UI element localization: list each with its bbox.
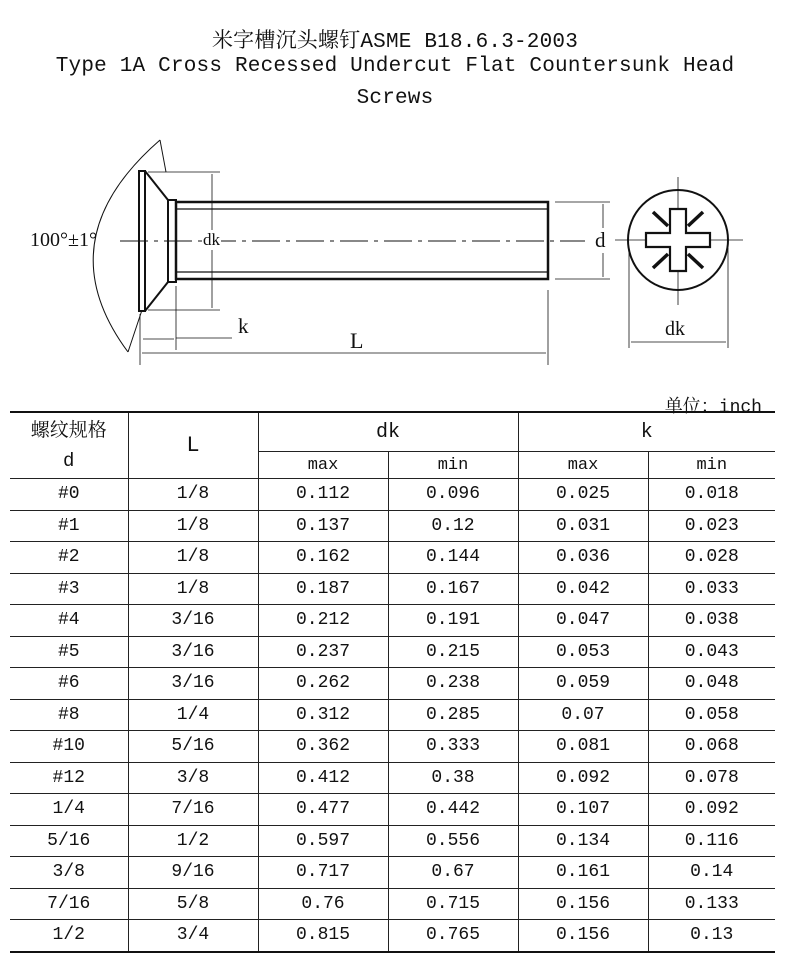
cell-k-max: 0.031: [518, 510, 648, 542]
cell-dk-min: 0.38: [388, 762, 518, 794]
table-row: [10, 605, 775, 637]
table-row: [10, 479, 775, 511]
table-row: [10, 573, 775, 605]
cell-L: 1/8: [128, 510, 258, 542]
cell-k-min: 0.058: [648, 699, 775, 731]
cell-dk-min: 0.67: [388, 857, 518, 889]
cell-k-min: 0.048: [648, 668, 775, 700]
cell-k-min: 0.018: [648, 479, 775, 511]
cell-L: 3/16: [128, 636, 258, 668]
cell-k-max: 0.053: [518, 636, 648, 668]
header-k-min: min: [648, 452, 775, 479]
cell-dk-max: 0.162: [258, 542, 388, 574]
table-row: [10, 825, 775, 857]
k-label: k: [238, 314, 249, 338]
table-row: [10, 636, 775, 668]
cell-k-min: 0.092: [648, 794, 775, 826]
cell-dk-max: 0.262: [258, 668, 388, 700]
cell-dk-min: 0.167: [388, 573, 518, 605]
cell-d: #0: [10, 479, 128, 511]
cell-d: #12: [10, 762, 128, 794]
cell-dk-max: 0.112: [258, 479, 388, 511]
cell-L: 5/8: [128, 888, 258, 920]
cell-dk-max: 0.412: [258, 762, 388, 794]
title-chinese: 米字槽沉头螺钉ASME B18.6.3-2003: [211, 31, 579, 54]
table-row: [10, 794, 775, 826]
L-label: L: [350, 328, 364, 353]
header-k: k: [518, 412, 775, 452]
cell-dk-min: 0.285: [388, 699, 518, 731]
cell-L: 1/2: [128, 825, 258, 857]
screw-technical-drawing: [0, 120, 790, 382]
cell-dk-min: 0.215: [388, 636, 518, 668]
cell-k-min: 0.078: [648, 762, 775, 794]
cell-L: 3/8: [128, 762, 258, 794]
title-english-cont: Screws: [356, 87, 434, 110]
cell-dk-max: 0.362: [258, 731, 388, 763]
cell-k-min: 0.068: [648, 731, 775, 763]
cell-d: #1: [10, 510, 128, 542]
unit-label: 单位：inch: [664, 398, 762, 418]
cell-k-max: 0.025: [518, 479, 648, 511]
header-dk-max: max: [258, 452, 388, 479]
table-row: [10, 857, 775, 889]
table-row: [10, 731, 775, 763]
cell-dk-min: 0.333: [388, 731, 518, 763]
d-label: d: [595, 228, 606, 252]
cell-dk-max: 0.137: [258, 510, 388, 542]
table-row: [10, 920, 775, 952]
header-thread-size-d: d: [63, 449, 75, 472]
header-dk: dk: [258, 412, 518, 452]
cell-L: 3/16: [128, 668, 258, 700]
cell-k-max: 0.042: [518, 573, 648, 605]
cell-dk-max: 0.717: [258, 857, 388, 889]
cell-k-min: 0.033: [648, 573, 775, 605]
cell-L: 5/16: [128, 731, 258, 763]
cell-L: 1/8: [128, 573, 258, 605]
cell-d: #10: [10, 731, 128, 763]
cell-d: 1/4: [10, 794, 128, 826]
cell-k-min: 0.043: [648, 636, 775, 668]
cell-k-min: 0.116: [648, 825, 775, 857]
header-thread-size: [10, 412, 128, 479]
dk-label: dk: [203, 230, 220, 249]
header-thread-size-cn: 螺纹规格: [30, 419, 107, 442]
cell-dk-min: 0.096: [388, 479, 518, 511]
dimension-table: [10, 411, 775, 953]
cell-L: 9/16: [128, 857, 258, 889]
cell-k-max: 0.036: [518, 542, 648, 574]
cell-d: 3/8: [10, 857, 128, 889]
cell-k-min: 0.133: [648, 888, 775, 920]
cell-k-max: 0.081: [518, 731, 648, 763]
cell-k-max: 0.059: [518, 668, 648, 700]
cross-recess-icon: [646, 209, 710, 271]
cell-dk-min: 0.191: [388, 605, 518, 637]
end-view-dk-label: dk: [665, 318, 685, 340]
cell-dk-min: 0.442: [388, 794, 518, 826]
cell-k-min: 0.028: [648, 542, 775, 574]
cell-d: #3: [10, 573, 128, 605]
cell-dk-max: 0.237: [258, 636, 388, 668]
cell-k-min: 0.14: [648, 857, 775, 889]
cell-dk-min: 0.144: [388, 542, 518, 574]
cell-k-max: 0.107: [518, 794, 648, 826]
cell-dk-max: 0.187: [258, 573, 388, 605]
cell-k-max: 0.07: [518, 699, 648, 731]
cell-k-min: 0.13: [648, 920, 775, 952]
cell-k-max: 0.156: [518, 920, 648, 952]
cell-dk-min: 0.715: [388, 888, 518, 920]
angle-label: 100°±1°: [30, 229, 97, 251]
cell-dk-min: 0.238: [388, 668, 518, 700]
cell-L: 3/16: [128, 605, 258, 637]
cell-k-max: 0.156: [518, 888, 648, 920]
cell-L: 1/8: [128, 479, 258, 511]
cell-L: 7/16: [128, 794, 258, 826]
table-row: [10, 699, 775, 731]
cell-dk-max: 0.312: [258, 699, 388, 731]
cell-k-max: 0.047: [518, 605, 648, 637]
cell-d: #5: [10, 636, 128, 668]
cell-L: 3/4: [128, 920, 258, 952]
header-dk-min: min: [388, 452, 518, 479]
cell-L: 1/8: [128, 542, 258, 574]
cell-d: #6: [10, 668, 128, 700]
cell-L: 1/4: [128, 699, 258, 731]
cell-k-min: 0.023: [648, 510, 775, 542]
cell-k-max: 0.134: [518, 825, 648, 857]
cell-dk-max: 0.477: [258, 794, 388, 826]
cell-d: 1/2: [10, 920, 128, 952]
cell-d: #8: [10, 699, 128, 731]
cell-dk-max: 0.597: [258, 825, 388, 857]
cell-d: 7/16: [10, 888, 128, 920]
cell-k-max: 0.161: [518, 857, 648, 889]
table-row: [10, 542, 775, 574]
header-k-max: max: [518, 452, 648, 479]
table-row: [10, 762, 775, 794]
cell-k-max: 0.092: [518, 762, 648, 794]
cell-d: 5/16: [10, 825, 128, 857]
cell-dk-min: 0.765: [388, 920, 518, 952]
cell-dk-max: 0.212: [258, 605, 388, 637]
title-english: Type 1A Cross Recessed Undercut Flat Countersunk Head: [55, 55, 735, 78]
header-length: L: [128, 412, 258, 479]
table-row: [10, 510, 775, 542]
table-row: [10, 888, 775, 920]
table-row: [10, 668, 775, 700]
cell-dk-min: 0.12: [388, 510, 518, 542]
cell-d: #2: [10, 542, 128, 574]
cell-dk-min: 0.556: [388, 825, 518, 857]
cell-k-min: 0.038: [648, 605, 775, 637]
cell-dk-max: 0.76: [258, 888, 388, 920]
cell-dk-max: 0.815: [258, 920, 388, 952]
cell-d: #4: [10, 605, 128, 637]
